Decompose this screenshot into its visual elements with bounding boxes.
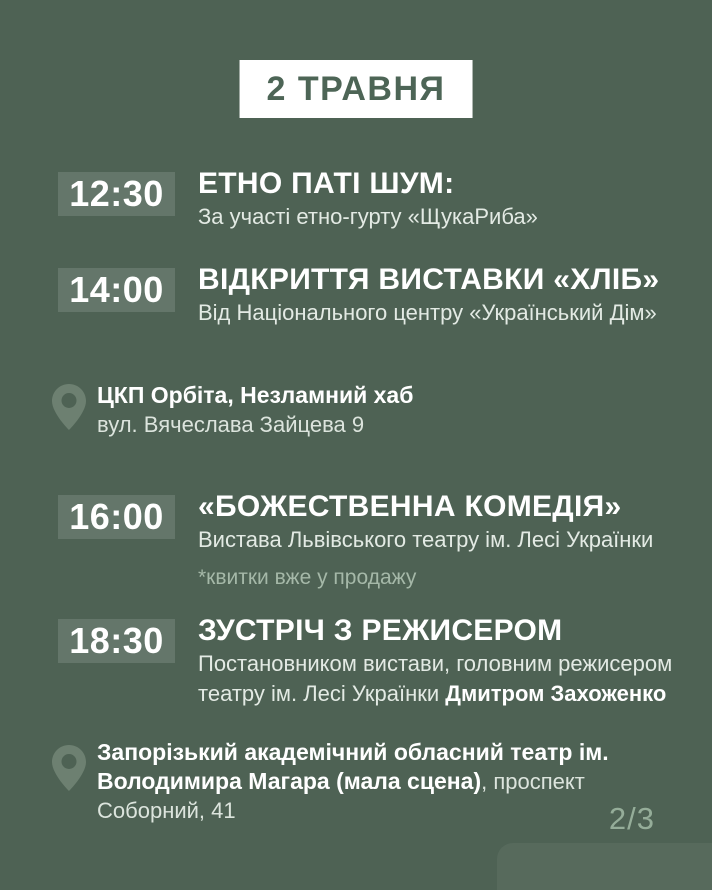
map-pin-icon xyxy=(52,745,86,791)
event-director-name: Дмитром Захоженко xyxy=(445,681,667,706)
location-address: , проспект Соборний, 41 xyxy=(97,769,585,823)
event-subtitle: За участі етно-гурту «ЩукаРиба» xyxy=(198,204,538,229)
event-row-1600 xyxy=(58,489,703,592)
bottom-corner-shape xyxy=(497,843,712,890)
location-text-block xyxy=(97,738,627,825)
event-row-1400 xyxy=(58,262,703,328)
time-badge: 14:00 xyxy=(58,268,175,312)
map-pin-icon xyxy=(52,384,86,430)
event-subtitle-text: Постановником вистави, головним режисером театру ім. Лесі Українки xyxy=(198,651,673,706)
date-title: 2 ТРАВНЯ xyxy=(266,69,446,108)
location-row-theatre xyxy=(52,738,627,825)
event-title: ВІДКРИТТЯ ВИСТАВКИ «ХЛІБ» xyxy=(198,263,660,296)
event-row-1830 xyxy=(58,613,703,709)
location-address: вул. Вячеслава Зайцева 9 xyxy=(97,412,365,437)
event-title: «БОЖЕСТВЕННА КОМЕДІЯ» xyxy=(198,490,622,523)
date-title-box xyxy=(240,60,473,118)
event-subtitle xyxy=(198,649,703,709)
location-name: Запорізький академічний обласний театр ім. Володимира Магара (мала сцена) xyxy=(97,739,609,794)
event-text-block xyxy=(198,613,703,709)
event-subtitle: Від Національного центру «Український Дім» xyxy=(198,300,657,325)
location-name: ЦКП Орбіта, Незламний хаб xyxy=(97,382,414,408)
time-badge: 16:00 xyxy=(58,495,175,539)
event-row-1230 xyxy=(58,166,703,232)
event-text-block xyxy=(198,166,703,232)
time-badge: 12:30 xyxy=(58,172,175,216)
event-title: ЕТНО ПАТІ ШУМ: xyxy=(198,167,455,200)
event-ticket-note: *квитки вже у продажу xyxy=(198,566,417,589)
event-text-block xyxy=(198,489,703,592)
location-text-block xyxy=(97,381,627,439)
page-indicator: 2/3 xyxy=(608,801,655,836)
time-badge: 18:30 xyxy=(58,619,175,663)
event-text-block xyxy=(198,262,703,328)
location-row-orbita xyxy=(52,381,627,439)
event-subtitle: Вистава Львівського театру ім. Лесі Українки xyxy=(198,527,654,552)
event-title: ЗУСТРІЧ З РЕЖИСЕРОМ xyxy=(198,614,563,647)
